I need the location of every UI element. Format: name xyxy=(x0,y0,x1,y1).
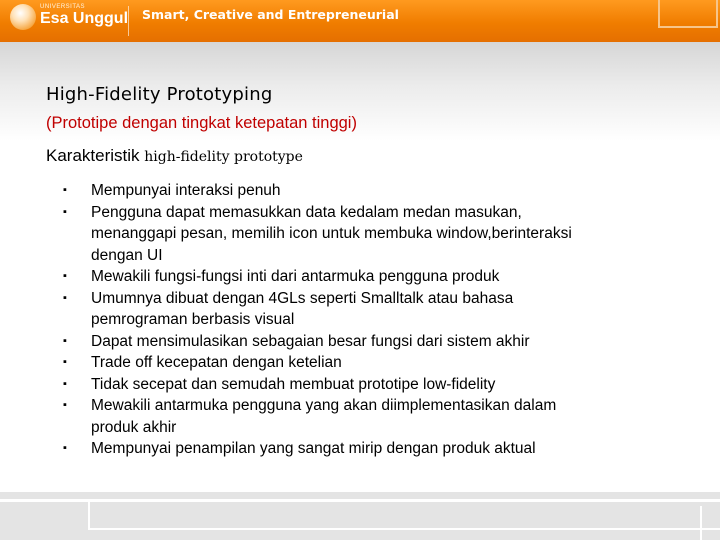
logo-small-text: UNIVERSITAS xyxy=(40,4,86,10)
header-bar xyxy=(0,0,720,42)
bullet-item xyxy=(63,395,663,438)
bullet-text-line: Mewakili fungsi-fungsi inti dari antarmuka pengguna produk xyxy=(91,268,500,285)
bullet-item xyxy=(63,352,663,374)
bullet-text-line: Umumnya dibuat dengan 4GLs seperti Smalltalk atau bahasa xyxy=(91,289,514,307)
bullet-text-line: pemrograman berbasis visual xyxy=(91,311,295,328)
bullet-marker-icon: ▪ xyxy=(63,270,67,282)
section-heading xyxy=(46,146,303,166)
bullet-marker-icon: ▪ xyxy=(63,334,67,347)
bullet-item xyxy=(63,180,663,202)
bullet-text-line: Mempunyai penampilan yang sangat mirip dengan produk aktual xyxy=(91,440,536,457)
bullet-text-line: menanggapi pesan, memilih icon untuk membuka window,berinteraksi xyxy=(91,225,572,242)
bullet-item xyxy=(63,438,663,460)
header-decoration xyxy=(658,0,718,28)
bullet-text-line: Dapat mensimulasikan sebagaian besar fungsi dari sistem akhir xyxy=(91,332,530,350)
bullet-text-line: produk akhir xyxy=(91,418,177,436)
bullet-marker-icon: ▪ xyxy=(63,377,67,390)
bullet-text-line: Mewakili antarmuka pengguna yang akan diimplementasikan dalam xyxy=(91,397,557,414)
bullet-text-line: Tidak secepat dan semudah membuat prototipe low-fidelity xyxy=(91,375,496,393)
footer-decoration xyxy=(88,502,720,530)
slide-title: High-Fidelity Prototyping xyxy=(46,84,273,105)
bullet-text-line: Trade off kecepatan dengan ketelian xyxy=(91,354,342,371)
bullet-list xyxy=(63,180,663,460)
bullet-item xyxy=(63,266,663,288)
bullet-marker-icon: ▪ xyxy=(63,442,67,454)
slide-subtitle: (Prototipe dengan tingkat ketepatan tinggi) xyxy=(46,114,357,132)
logo-name: Esa Unggul xyxy=(40,10,129,27)
bullet-item xyxy=(63,288,663,331)
footer-vertical-line xyxy=(700,506,702,540)
heading-main: Karakteristik xyxy=(46,146,140,165)
bullet-marker-icon: ▪ xyxy=(63,291,67,304)
bullet-text-line: Mempunyai interaksi penuh xyxy=(91,182,281,199)
bullet-marker-icon: ▪ xyxy=(63,205,67,218)
bullet-item xyxy=(63,374,663,396)
bullet-marker-icon: ▪ xyxy=(63,399,67,411)
bullet-item xyxy=(63,202,663,267)
bullet-marker-icon: ▪ xyxy=(63,356,67,368)
university-logo-icon xyxy=(10,4,36,30)
header-divider xyxy=(128,6,129,36)
tagline: Smart, Creative and Entrepreneurial xyxy=(142,7,399,22)
bullet-item xyxy=(63,331,663,353)
heading-small: high-fidelity prototype xyxy=(144,149,303,165)
bullet-text-line: dengan UI xyxy=(91,246,163,264)
bullet-text-line: Pengguna dapat memasukkan data kedalam medan masukan, xyxy=(91,203,522,221)
bullet-marker-icon: ▪ xyxy=(63,184,67,196)
